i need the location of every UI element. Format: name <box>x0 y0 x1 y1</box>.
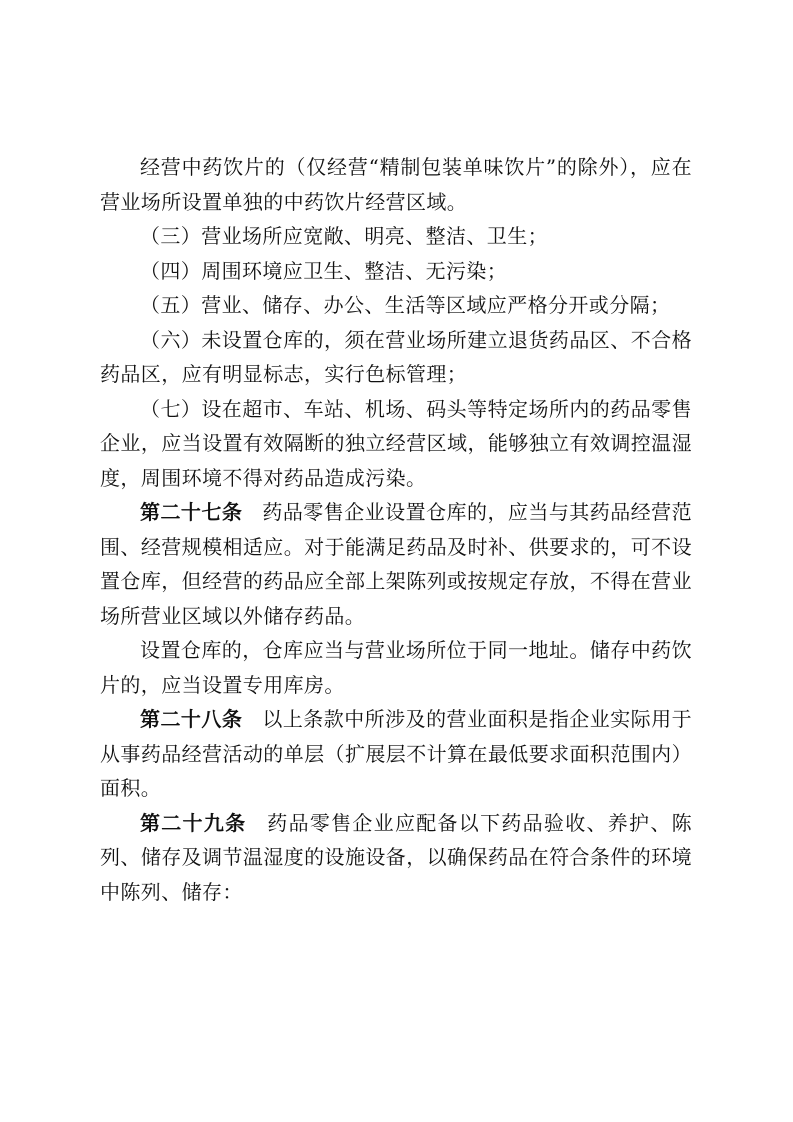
paragraph-item-5 <box>100 288 692 323</box>
article-27 <box>100 495 692 633</box>
paragraph-item-3 <box>100 219 692 254</box>
paragraph-text: 经营中药饮片的（仅经营“精制包装单味饮片”的除外），应在营业场所设置单独的中药饮片经营区域。 <box>100 155 692 214</box>
article-28 <box>100 702 692 806</box>
paragraph-text: （七）设在超市、车站、机场、码头等特定场所内的药品零售企业，应当设置有效隔断的独立经营区域，能够独立有效调控温湿度，周围环境不得对药品造成污染。 <box>100 396 692 490</box>
paragraph-item-6 <box>100 323 692 392</box>
article-heading: 第二十九条 <box>140 810 247 835</box>
article-heading: 第二十七条 <box>140 500 243 524</box>
article-heading: 第二十八条 <box>140 707 243 731</box>
paragraph-text: 药品零售企业应配备以下药品验收、养护、陈列、储存及调节温湿度的设施设备，以确保药品在符合条件的环境中陈列、储存： <box>100 810 693 904</box>
paragraph-text: （三）营业场所应宽敞、明亮、整洁、卫生； <box>140 224 548 248</box>
document-body <box>100 150 692 909</box>
article-29 <box>100 806 692 910</box>
paragraph-text: （五）营业、储存、办公、生活等区域应严格分开或分隔； <box>140 293 671 317</box>
paragraph-chinese-herbal-area <box>100 150 692 219</box>
paragraph-text: 以上条款中所涉及的营业面积是指企业实际用于从事药品经营活动的单层（扩展层不计算在最低要求面积范围内）面积。 <box>100 707 692 800</box>
paragraph-warehouse-address <box>100 633 692 702</box>
paragraph-text: （六）未设置仓库的，须在营业场所建立退货药品区、不合格药品区，应有明显标志，实行色标管理； <box>100 327 692 386</box>
paragraph-text: （四）周围环境应卫生、整洁、无污染； <box>140 258 508 283</box>
paragraph-item-4 <box>100 254 692 289</box>
paragraph-item-7 <box>100 392 692 496</box>
paragraph-text: 药品零售企业设置仓库的，应当与其药品经营范围、经营规模相适应。对于能满足药品及时补、供要求的，可不设置仓库，但经营的药品应全部上架陈列或按规定存放，不得在营业场所营业区域以外储存药品。 <box>100 500 692 628</box>
paragraph-text: 设置仓库的，仓库应当与营业场所位于同一地址。储存中药饮片的，应当设置专用库房。 <box>100 638 692 697</box>
